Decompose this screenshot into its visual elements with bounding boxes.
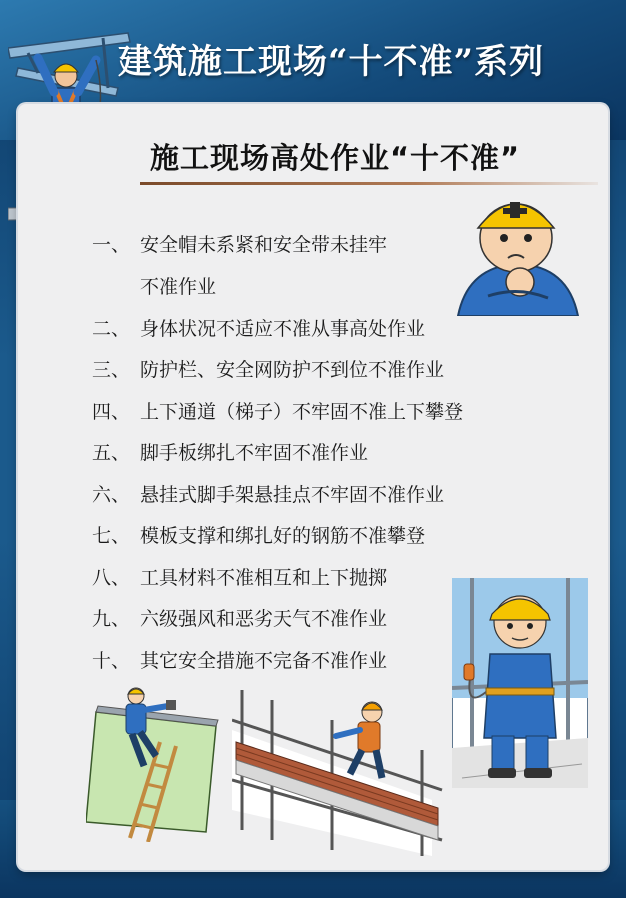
list-item	[92, 272, 522, 314]
rule-text: 防护栏、安全网防护不到位不准作业	[140, 359, 445, 381]
rule-text: 不准作业	[140, 275, 217, 298]
rule-number: 七、	[92, 525, 131, 547]
list-item	[92, 230, 522, 272]
panel-subtitle: 施工现场高处作业“十不准”	[150, 141, 521, 175]
worker-on-ladder-illustration	[86, 682, 226, 842]
list-item	[92, 314, 522, 356]
list-item	[92, 480, 522, 522]
page-title: 建筑施工现场“十不准”系列	[118, 42, 545, 82]
rule-text: 上下通道（梯子）不牢固不准上下攀登	[140, 400, 464, 423]
rule-text: 工具材料不准相互和上下抛掷	[140, 566, 388, 589]
rule-number: 八、	[92, 566, 131, 589]
worker-on-scaffold-illustration	[232, 690, 448, 856]
rule-number: 十、	[92, 649, 131, 672]
rule-number: 四、	[92, 400, 131, 423]
list-item	[92, 355, 522, 397]
rule-number: 三、	[92, 359, 131, 381]
rule-number: 二、	[92, 317, 131, 340]
list-item	[92, 521, 522, 563]
rule-number: 一、	[92, 234, 131, 256]
rule-text: 安全帽未系紧和安全带未挂牢	[140, 234, 388, 256]
rule-text: 身体状况不适应不准从事高处作业	[140, 317, 426, 340]
list-item	[92, 438, 522, 480]
rule-text: 悬挂式脚手架悬挂点不牢固不准作业	[140, 483, 445, 506]
title-underline	[140, 182, 598, 185]
list-item	[92, 397, 522, 439]
worker-with-safety-harness-illustration	[452, 578, 588, 788]
rule-number: 九、	[92, 608, 131, 630]
rule-text: 脚手板绑扎不牢固不准作业	[140, 442, 369, 464]
rule-text: 其它安全措施不完备不准作业	[140, 649, 388, 672]
rule-number: 五、	[92, 442, 131, 464]
rule-text: 模板支撑和绑扎好的钢筋不准攀登	[140, 525, 426, 547]
rule-number: 六、	[92, 483, 131, 506]
rule-text: 六级强风和恶劣天气不准作业	[140, 608, 388, 630]
